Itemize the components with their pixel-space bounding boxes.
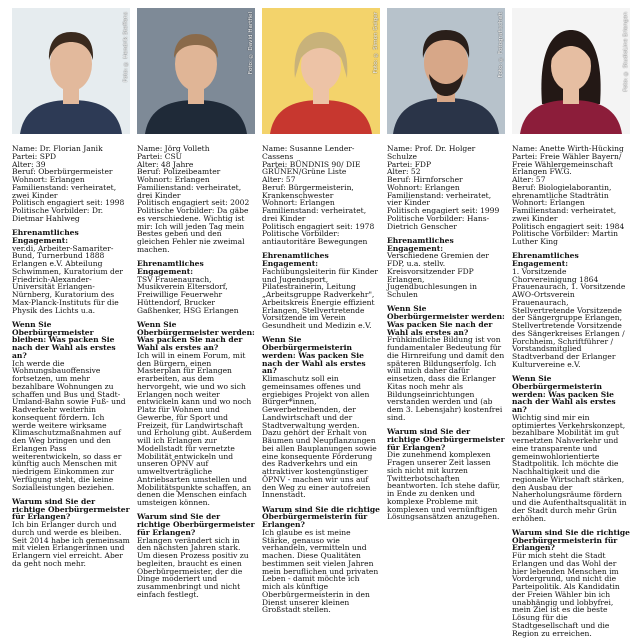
fact-name: Name: Prof. Dr. Holger Schulze: [387, 144, 476, 161]
portrait-image: [387, 8, 505, 134]
fact-role-models: Politische Vorbilder: Martin Luther King: [512, 229, 618, 246]
fact-family: Familienstand: verheiratet, zwei Kinder: [512, 206, 617, 223]
candidate-photo: [12, 8, 130, 134]
candidate-photo: [387, 8, 505, 134]
portrait-image: [512, 8, 630, 134]
fact-residence: Wohnort: Erlangen: [137, 175, 210, 184]
portrait-image: [262, 8, 380, 134]
fact-party: Partei: CSU: [137, 151, 183, 161]
candidate-columns: [12, 8, 632, 638]
question-first-actions: Wenn Sie Oberbürgermeisterin werden: Was packen Sie nach der Wahl als erstes an?: [262, 335, 366, 376]
answer-why-right: Für mich steht die Stadt Erlangen und das Wohl der hier lebenden Menschen im Vordergrund, und nicht die Parteipolitik. Als Kandidatin der Freien Wähler bin ich unabhängig und lobbyfrei, mein Ziel ist es die beste Lösung für die Stadtgesellschaft und die Region zu erreichen.: [512, 551, 620, 638]
photo-credit: Foto: © Simon Geiger: [373, 12, 379, 74]
engagement-heading: Ehrenamtliches Engagement:: [512, 251, 579, 268]
fact-family: Familienstand: verheiratet, vier Kinder: [387, 190, 492, 208]
fact-politics-since: Politisch engagiert seit: 2002: [137, 198, 250, 208]
engagement-text: Fachübungsleiterin für Kinder und Jugendsport, Pilatestrainerin, Leitung „Arbeitsgruppe Radverkehr", Arbeitskreis Energie effizient Erlangen, Stellvertretende Vorsitzende im Verein Gesundheit und Medizin e.V.: [262, 266, 378, 330]
candidate-column-3: [262, 8, 380, 614]
answer-why-right: Erlangen verändert sich in den nächsten Jahren stark. Um diesen Prozess positiv zu begleiten, braucht es einen Oberbürgermeister, der die Dinge moderiert und zusammenbringt und nicht einfach festlegt.: [137, 535, 249, 599]
fact-role-models: Politische Vorbilder: antiautoritäre Bewegungen: [262, 229, 368, 246]
fact-residence: Wohnort: Erlangen: [262, 198, 335, 208]
fact-party: Partei: Freie Wähler Bayern/ Freie Wählergemeinschaft Erlangen FW.G.: [512, 151, 622, 177]
candidate-text: [262, 134, 380, 614]
fact-age: Alter: 52: [387, 167, 421, 177]
fact-job: Beruf: Polizeibeamter: [137, 167, 221, 177]
fact-family: Familienstand: verheiratet, zwei Kinder: [12, 182, 117, 200]
answer-first-actions: Klimaschutz soll ein gemeinsames offenes und ergiebiges Projekt von allen Bürger*innen, Gewerbetreibenden, der Landwirtschaft und der Stadtverwaltung werden. Dazu gehört der Erhalt von Bäumen und Neupflanzungen bei allen Bauplanungen sowie eine konsequente Förderung des Radverkehrs und ein attraktiver kostengünstiger ÖPNV - machen wir uns auf den Weg zu einer autofreien Innenstadt.: [262, 374, 377, 500]
fact-age: Alter: 57: [262, 175, 296, 184]
engagement-text: 1. Vorsitzende Chorvereinigung 1864 Frauenaurach, 1. Vorsitzende AWO-Ortsverein Frauenaurach, Stellvertretende Vorsitzende der Sängergruppe Erlangen, Stellvertretende Vorsitzende des Sängerkreises Erlangen / Forchheim, Schriftführer / Vorstandsmitglied Stadtverband der Erlanger Kulturvereine e.V.: [512, 266, 626, 369]
candidate-column-1: [12, 8, 130, 568]
fact-role-models: Politische Vorbilder: Dr. Dietmar Hahlweg: [12, 206, 104, 223]
fact-role-models: Politische Vorbilder: Hans-Dietrich Genscher: [387, 213, 490, 231]
answer-why-right: Die zunehmend komplexen Fragen unserer Zeit lassen sich nicht mit kurzen Twitterbotschaften beantworten. Ich stehe dafür, in Ende zu denken und komplexe Probleme mit komplexen und vernünftigen Lösungsansätzen anzugehen.: [387, 450, 501, 522]
candidate-text: [387, 134, 505, 521]
fact-residence: Wohnort: Erlangen: [512, 198, 585, 208]
answer-why-right: Ich glaube es ist meine Stärke, genauso wie verhandeln, vermitteln und machen. Diese Qualitäten bestimmen seit vielen Jahren mein beruflichen und privaten Leben - damit möchte ich mich als künftige Oberbürgermeisterin in den Dienst unserer kleinen Großstadt stellen.: [262, 527, 379, 615]
candidate-column-5: [512, 8, 630, 637]
question-why-right: Warum sind Sie die richtige Oberbürgermeisterin für Erlangen?: [262, 504, 380, 529]
portrait-image: [137, 8, 255, 134]
fact-name: Name: Dr. Florian Janik: [12, 144, 103, 153]
answer-first-actions: Ich werde die Wohnungsbauoffensive fortsetzen, um mehr bezahlbare Wohnungen zu schaffen und Bus und Stadt-Umland-Bahn sowie Fuß- und Radverkehr weiterhin konsequent fördern. Ich werde weitere wirksame Klimaschutzmaßnahmen auf den Weg bringen und den Erlangen Pass weiterentwickeln, so dass er künftig auch Menschen mit niedrigem Einkommen zur Verfügung steht, die keine Sozialleistungen beziehen.: [12, 358, 126, 492]
engagement-heading: Ehrenamtliches Engagement:: [262, 251, 329, 268]
candidate-photo: [512, 8, 630, 134]
fact-age: Alter: 48 Jahre: [137, 159, 194, 169]
answer-first-actions: Wichtig sind mir ein optimiertes Verkehrskonzept, bezahlbare Mobilität im gut vernetzten Nahverkehr und eine transparente und gemeinwohlorientierte Stadtpolitik. Ich möchte die Nachhaltigkeit und die regionale Wirtschaft stärken, den Ausbau der Naherholungsräume fördern und die Aufenthaltsqualität in der Stadt durch mehr Grün erhöhen.: [512, 412, 627, 523]
engagement-heading: Ehrenamtliches Engagement:: [137, 259, 204, 276]
question-why-right: Warum sind Sie der richtige Oberbürgermeister für Erlangen?: [387, 427, 505, 452]
engagement-text: TSV Frauenaurach, Musikverein Eltersdorf, Freiwillige Feuerwehr Hüttendorf, Brucker Gaßhenker, HSG Erlangen: [137, 274, 239, 315]
answer-first-actions: Ich will in einem Forum, mit den Bürgern, einen Masterplan für Erlangen erarbeiten, aus dem hervorgeht, wie und wo sich Erlangen noch weiter entwickeln kann und wo noch Platz für Wohnen und Gewerbe, für Sport und Freizeit, für Landwirtschaft und Erholung gibt. Außerdem will ich Erlangen zur Modellstadt für vernetzte Mobilität entwickeln und unseren ÖPNV auf umweltverträgliche Antriebsarten umstellen und Mobilitätspunkte schaffen, an denen die Menschen einfach umsteigen können.: [137, 350, 252, 507]
fact-name: Name: Jörg Volleth: [137, 144, 210, 153]
fact-politics-since: Politisch engagiert seit: 1998: [12, 198, 125, 208]
question-first-actions: Wenn Sie Oberbürgermeisterin werden: Was packen Sie nach der Wahl als erstes an?: [512, 374, 616, 414]
fact-residence: Wohnort: Erlangen: [12, 175, 85, 184]
question-why-right: Warum sind Sie der richtige Oberbürgermeister für Erlangen?: [12, 496, 130, 522]
engagement-text: ver.di, Arbeiter-Samariter-Bund, Turnerbund 1888 Erlangen e.V. Abteilung Schwimmen, Kuratorium der Friedrich-Alexander-Universität Erlangen-Nürnberg, Kuratorium des Max-Planck-Instituts für die Physik des Lichts u.a.: [12, 243, 123, 315]
photo-credit: Foto: © StudioLine Erlangen: [623, 12, 629, 92]
question-why-right: Warum sind Sie die richtige Oberbürgermeisterin für Erlangen?: [512, 527, 630, 553]
fact-job: Beruf: Bürgermeisterin, Krankenschwester: [262, 182, 354, 200]
candidate-column-4: [387, 8, 505, 521]
photo-credit: Foto: © Fotograf:schaft: [498, 12, 504, 78]
fact-party: Partei: SPD: [12, 151, 56, 161]
fact-residence: Wohnort: Erlangen: [387, 182, 460, 192]
fact-family: Familienstand: verheiratet, drei Kinder: [262, 206, 367, 223]
fact-politics-since: Politisch engagiert seit: 1978: [262, 221, 375, 231]
engagement-text: Verschiedene Gremien der FDP, u.a. stellv. Kreisvorsitzender FDP Erlangen, Jugendbuchlesungen in Schulen: [387, 251, 489, 299]
fact-age: Alter: 57: [512, 175, 546, 184]
fact-job: Beruf: Hirnforscher: [387, 175, 463, 184]
fact-job: Beruf: Biologielaborantin, ehrenamtliche Stadträtin: [512, 182, 612, 200]
fact-party: Partei: BÜNDNIS 90/ DIE GRÜNEN/Grüne Liste: [262, 159, 361, 177]
candidate-text: [12, 134, 130, 568]
engagement-heading: Ehrenamtliches Engagement:: [12, 228, 79, 245]
photo-credit: Foto: © Hendrik Steffens: [123, 12, 129, 83]
portrait-image: [12, 8, 130, 134]
engagement-heading: Ehrenamtliches Engagement:: [387, 235, 454, 253]
fact-family: Familienstand: verheiratet, drei Kinder: [137, 182, 242, 200]
fact-politics-since: Politisch engagiert seit: 1999: [387, 206, 500, 215]
question-first-actions: Wenn Sie Oberbürgermeister bleiben: Was packen Sie nach der Wahl als erstes an?: [12, 319, 116, 360]
answer-first-actions: Frühkindliche Bildung ist von fundamentaler Bedeutung für die Hirnreifung und damit den späteren Bildungserfolg. Ich will mich daher dafür einsetzen, dass die Erlanger Kitas noch mehr als Bildungseinrichtungen verstanden werden und (ab dem 3. Lebensjahr) kostenfrei sind.: [387, 335, 505, 422]
photo-credit: Foto: © David Hartfiel: [248, 12, 254, 75]
question-first-actions: Wenn Sie Oberbürgermeister werden: Was packen Sie nach der Wahl als erstes an?: [137, 319, 255, 352]
fact-party: Partei: FDP: [387, 159, 432, 169]
fact-role-models: Politische Vorbilder: Da gäbe es verschiedene. Wichtig ist mir: Ich will jeden Tag mein Bestes geben und den gleichen Fehler nie zweimal machen.: [137, 206, 249, 254]
answer-why-right: Ich bin Erlanger durch und durch und werde es bleiben. Seit 2014 habe ich gemeinsam mit vielen Erlangerinnen und Erlangern viel erreicht. Aber da geht noch mehr.: [12, 520, 130, 568]
candidate-text: [512, 134, 630, 637]
fact-name: Name: Susanne Lender-Cassens: [262, 144, 355, 161]
question-why-right: Warum sind Sie der richtige Oberbürgermeister für Erlangen?: [137, 512, 255, 537]
candidate-column-2: [137, 8, 255, 599]
fact-job: Beruf: Oberbürgermeister: [12, 167, 113, 177]
question-first-actions: Wenn Sie Oberbürgermeister werden: Was packen Sie nach der Wahl als erstes an?: [387, 304, 505, 337]
fact-age: Alter: 39: [12, 159, 46, 169]
fact-politics-since: Politisch engagiert seit: 1984: [512, 221, 625, 231]
candidate-photo: [262, 8, 380, 134]
candidate-text: [137, 134, 255, 599]
fact-name: Name: Anette Wirth-Hücking: [512, 144, 624, 153]
candidate-photo: [137, 8, 255, 134]
